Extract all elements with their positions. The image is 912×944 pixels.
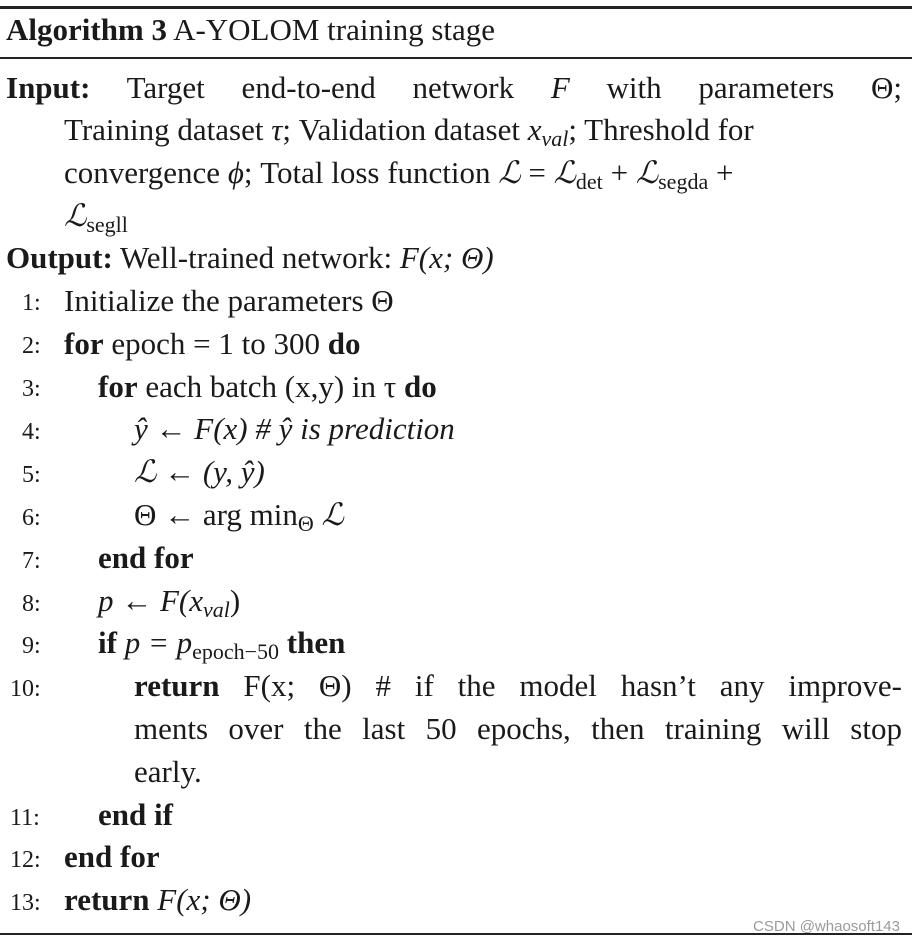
input-text-2b: ; Validation dataset [282, 112, 520, 147]
line-number-6: 6: [22, 505, 41, 531]
input-line-3 [64, 155, 902, 195]
line-number-13: 13: [10, 890, 41, 916]
input-text-2a: Training dataset [64, 112, 264, 147]
keyword-do: do [403, 369, 437, 404]
keyword-do: do [327, 326, 361, 361]
line-number-7: 7: [22, 548, 41, 574]
input-line-4 [64, 198, 128, 238]
loss-symbol: ℒ [498, 155, 521, 191]
step-10-text-b: ments over the last 50 epochs, then training will stop [134, 711, 902, 746]
algorithm-label: Algorithm 3 [6, 12, 168, 47]
line-number-12: 12: [10, 847, 41, 873]
line-number-2: 2: [22, 333, 41, 359]
output-label: Output: [6, 240, 113, 275]
input-text-3b: ; Total loss function [243, 155, 491, 190]
keyword-end-for: end for [98, 540, 194, 575]
step-10-line-3: early. [134, 754, 202, 789]
plus-sign-1: + [610, 155, 629, 190]
step-8-subscript: val [203, 597, 230, 622]
equals-sign: = [528, 155, 546, 190]
input-network-symbol: F [550, 70, 570, 105]
step-2 [64, 326, 360, 362]
step-8-text: p ← F(x [98, 583, 204, 618]
step-6-loss: ℒ [321, 497, 344, 533]
step-13-expression: F(x; Θ) [157, 882, 252, 917]
tau-symbol: τ [271, 112, 283, 147]
segll-subscript: segll [86, 212, 128, 237]
line-number-9: 9: [22, 633, 41, 659]
val-subscript: val [541, 126, 569, 151]
output-expression: F(x; Θ) [399, 240, 494, 275]
line-number-5: 5: [22, 462, 41, 488]
algorithm-title: A-YOLOM training stage [173, 12, 496, 47]
input-label: Input: [6, 70, 91, 105]
line-number-4: 4: [22, 419, 41, 445]
keyword-then: then [286, 625, 346, 660]
det-subscript: det [575, 169, 603, 194]
step-13 [64, 882, 251, 918]
line-number-8: 8: [22, 591, 41, 617]
step-8-paren: ) [229, 583, 241, 618]
input-line-2 [64, 112, 902, 152]
step-7 [98, 540, 194, 576]
top-rule [0, 6, 912, 9]
caption-rule [0, 57, 912, 59]
output-line [6, 240, 494, 276]
step-8 [98, 583, 240, 623]
line-number-3: 3: [22, 376, 41, 402]
step-9-subscript: epoch−50 [192, 639, 280, 664]
watermark: CSDN @whaosoft143 [753, 918, 900, 935]
step-1: Initialize the parameters Θ [64, 283, 394, 318]
keyword-for: for [98, 369, 138, 404]
input-line-1 [6, 70, 902, 106]
x-symbol: x [527, 112, 542, 147]
step-9-text: p = p [124, 625, 193, 660]
step-11 [98, 797, 173, 833]
keyword-end-if: end if [98, 797, 173, 832]
keyword-if: if [98, 625, 117, 660]
step-5-text: ℒ ← (y, ŷ) [134, 454, 265, 489]
algorithm-caption [6, 12, 495, 48]
loss-det-symbol: ℒ [553, 155, 576, 191]
plus-sign-2: + [715, 155, 734, 190]
step-10-line-2 [134, 711, 902, 747]
step-4 [134, 411, 455, 447]
step-12 [64, 839, 160, 875]
loss-segda-symbol: ℒ [635, 155, 659, 191]
loss-segll-symbol: ℒ [64, 198, 87, 234]
step-2-text: epoch = 1 to 300 [111, 326, 320, 361]
step-4-text: ŷ ← F(x) # ŷ is prediction [134, 411, 455, 446]
keyword-end-for: end for [64, 839, 160, 874]
line-number-11: 11: [10, 805, 40, 831]
step-3 [98, 369, 437, 405]
step-9 [98, 625, 345, 665]
input-text-1a: Target end-to-end network [126, 70, 515, 105]
keyword-return: return [64, 882, 150, 917]
step-6-subscript: Θ [297, 511, 314, 536]
step-3-text: each batch (x,y) in τ [145, 369, 397, 404]
phi-symbol: ϕ [227, 155, 244, 190]
step-5 [134, 454, 265, 490]
input-text-3a: convergence [64, 155, 221, 190]
output-text: Well-trained network: [120, 240, 393, 275]
step-10-text-a: F(x; Θ) # if the model hasn’t any improve- [243, 668, 902, 703]
input-text-2c: ; Threshold for [568, 112, 754, 147]
input-text-1b: with parameters Θ; [606, 70, 903, 105]
step-6 [134, 497, 344, 537]
step-10-line-1 [134, 668, 902, 704]
line-number-10: 10: [10, 676, 41, 702]
keyword-for: for [64, 326, 104, 361]
keyword-return: return [134, 668, 220, 703]
segda-subscript: segda [658, 169, 709, 194]
step-6-text: Θ ← arg min [134, 497, 298, 532]
line-number-1: 1: [22, 290, 41, 316]
